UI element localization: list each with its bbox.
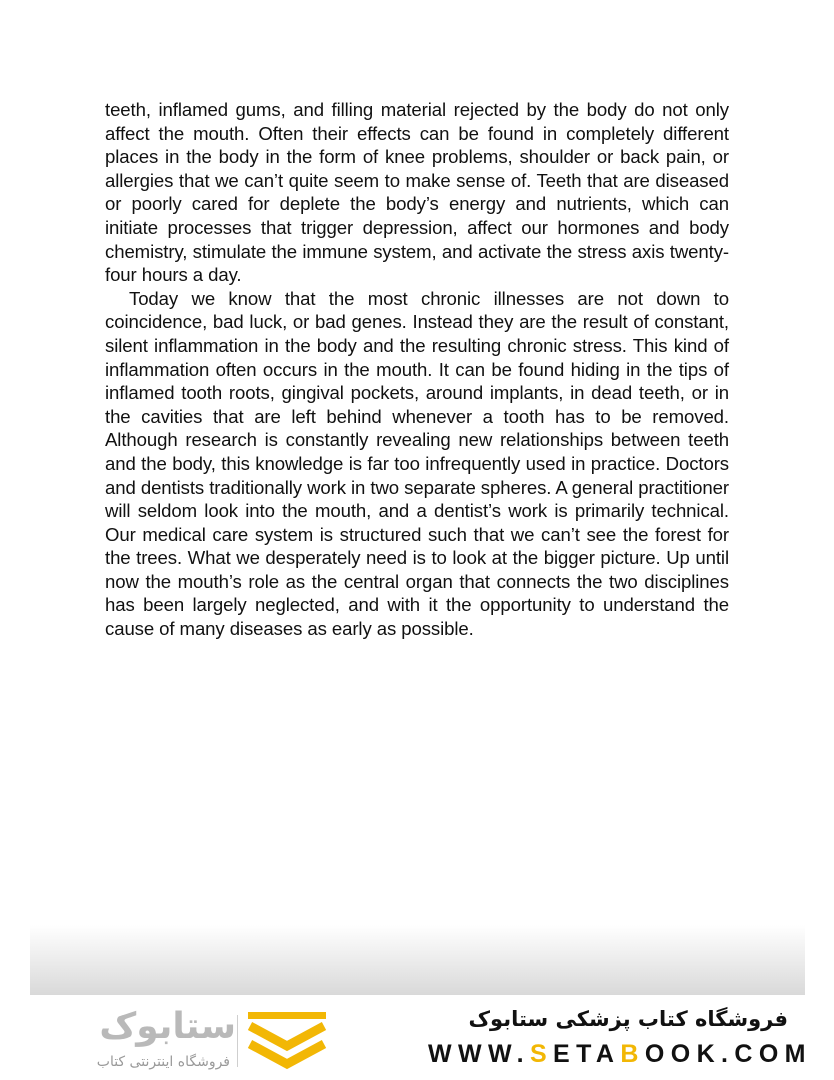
logo-wordmark: ستابوک [99, 1006, 236, 1047]
url-part: WWW. [428, 1040, 530, 1068]
url-part-highlight: S [529, 1040, 554, 1068]
logo-subtitle: فروشگاه اینترنتی کتاب [96, 1054, 230, 1070]
url-part: OOK.COM [644, 1040, 812, 1068]
watermark-footer [0, 995, 834, 1080]
paragraph-1: teeth, inflamed gums, and filling material rejected by the body do not only affect the mouth. Often their effects can be found in completely different places in the body in the form of knee problems, shoulder or back pain, or allergies that we can’t quite seem to make sense of. Teeth that are diseased or poorly cared for deplete the body’s energy and nutrients, which can initiate processes that trigger depression, affect our hormones and body chemistry, stimulate the immune system, and activate the stress axis twenty-four hours a day. [105, 99, 729, 286]
url-part: ETA [553, 1040, 621, 1068]
page-bottom-shadow [30, 925, 805, 995]
logo-divider [237, 1015, 238, 1067]
store-title: فروشگاه کتاب پزشکی ستابوک [468, 1007, 788, 1031]
chevron-logo-icon [246, 1010, 328, 1076]
book-page-body [105, 98, 729, 641]
store-url-link[interactable] [428, 1040, 812, 1069]
url-part-highlight: B [620, 1040, 645, 1068]
paragraph-2: Today we know that the most chronic illnesses are not down to coincidence, bad luck, or bad genes. Instead they are the result of constant, silent inflammation in the body and the resulting chronic stress. This kind of inflammation often occurs in the mouth. It can be found hiding in the tips of inflamed tooth roots, gingival pockets, around implants, in dead teeth, or in the cavities that are left behind whenever a tooth has to be removed. Although research is constantly revealing new relationships between teeth and the body, this knowledge is far too infrequently used in practice. Doctors and dentists traditionally work in two separate spheres. A general practitioner will seldom look into the mouth, and a dentist’s work is primarily technical. Our medical care system is structured such that we can’t see the forest for the trees. What we desperately need is to look at the bigger picture. Up until now the mouth’s role as the central organ that connects the two disciplines has been largely neglected, and with it the opportunity to understand the cause of many diseases as early as possible. [105, 287, 729, 640]
